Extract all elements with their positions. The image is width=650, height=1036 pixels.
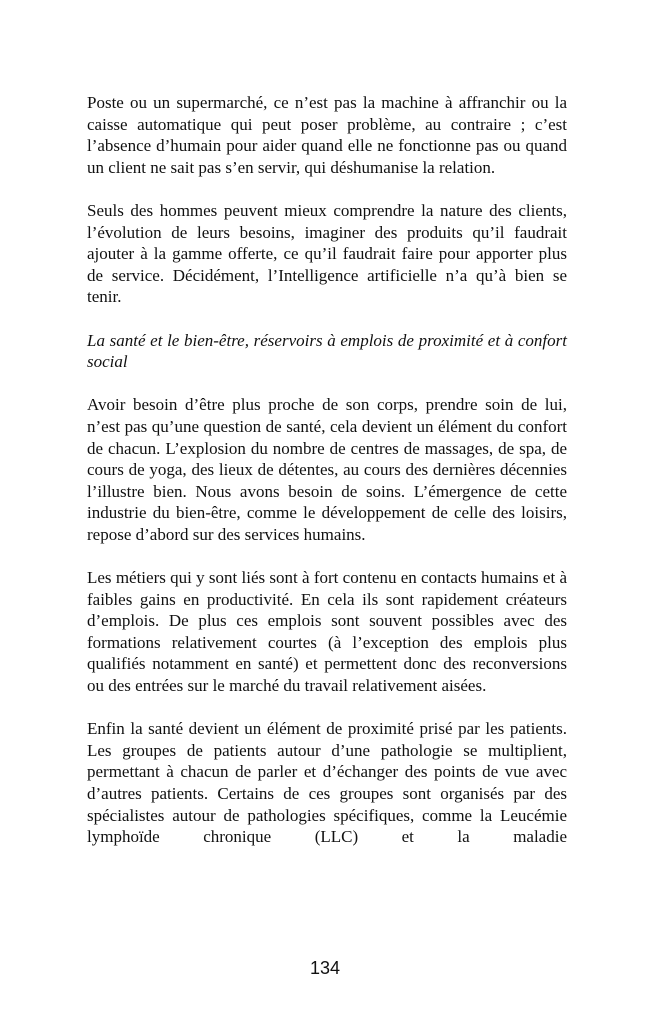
page-body (87, 92, 567, 869)
paragraph-4: Les métiers qui y sont liés sont à fort contenu en contacts humains et à faibles gains en productivité. En cela ils sont rapidement créateurs d’emplois. De plus ces emplois sont souvent possibles avec des formations relativement courtes (à l’exception des emplois plus qualifiés notamment en santé) et permettent donc des reconversions ou des entrées sur le marché du travail relativement aisées. (87, 568, 567, 696)
page-number: 134 (309, 958, 341, 978)
paragraph-2: Seuls des hommes peuvent mieux comprendre la nature des clients, l’évolution de leurs besoins, imaginer des produits qu’il faudrait ajouter à la gamme offerte, ce qu’il faudrait faire pour apporter plus de service. Décidément, l’Intelligence artificielle n’a qu’à bien se tenir. (87, 200, 567, 307)
paragraph-3: Avoir besoin d’être plus proche de son corps, prendre soin de lui, n’est pas qu’une question de santé, cela devient un élément du confort de chacun. L’explosion du nombre de centres de massages, de spa, de cours de yoga, des lieux de détentes, au cours des dernières décennies l’illustre bien. Nous avons besoin de soins. L’émergence de cette industrie du bien-être, comme le développement de celle des loisirs, repose d’abord sur des services humains. (87, 395, 567, 544)
paragraph-1: Poste ou un supermarché, ce n’est pas la machine à affranchir ou la caisse automatique qui peut poser problème, au contraire ; c’est l’absence d’humain pour aider quand elle ne fonctionne pas ou quand un client ne sait pas s’en servir, qui déshumanise la relation. (87, 93, 567, 177)
paragraph-5: Enfin la santé devient un élément de proximité prisé par les patients. Les groupes de patients autour d’une pathologie se multiplient, permettant à chacun de parler et d’échanger des points de vue avec d’autres patients. Certains de ces groupes sont organisés par des spécialistes autour de pathologies spécifiques, comme la Leucémie lymphoïde chronique (LLC) et la maladie (87, 719, 567, 847)
section-heading: La santé et le bien-être, réservoirs à emplois de proximité et à confort social (87, 330, 567, 372)
